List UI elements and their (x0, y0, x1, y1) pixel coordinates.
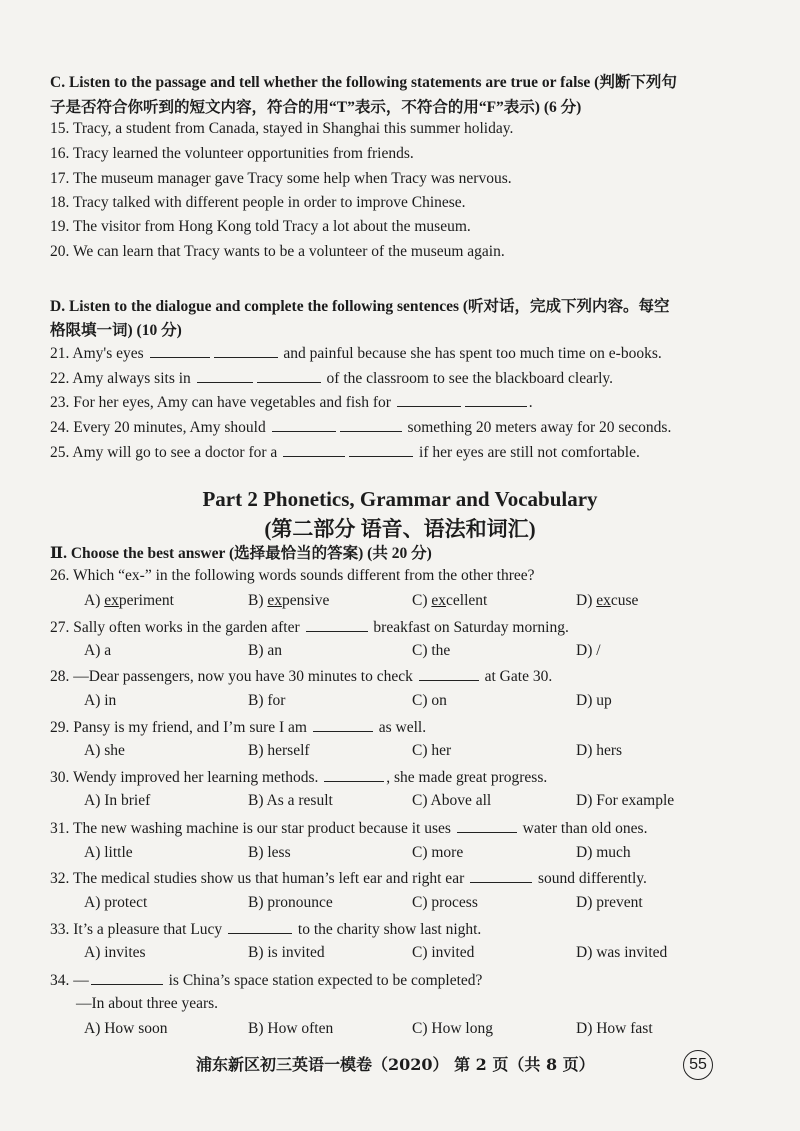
answer-blank[interactable] (228, 919, 292, 934)
option-c[interactable]: C) the (412, 642, 451, 659)
statement-17: 17. The museum manager gave Tracy some help when Tracy was nervous. (50, 170, 512, 187)
answer-blank[interactable] (349, 442, 413, 457)
section-d-heading-2: 格限填一词) (10 分) (50, 322, 182, 339)
option-d[interactable]: D) For example (576, 792, 675, 809)
question-24: 24. Every 20 minutes, Amy should something 20 meters away for 20 seconds. (50, 419, 672, 436)
question-34-stem: 34. — is China’s space station expected to be completed? (50, 972, 483, 989)
answer-blank[interactable] (150, 343, 210, 358)
option-a[interactable]: A) invites (84, 944, 146, 961)
statement-15: 15. Tracy, a student from Canada, stayed in Shanghai this summer holiday. (50, 120, 514, 137)
option-b[interactable]: B) As a result (248, 792, 333, 809)
question-28-stem: 28. —Dear passengers, now you have 30 minutes to check at Gate 30. (50, 668, 553, 685)
option-b[interactable]: B) herself (248, 742, 310, 759)
question-22: 22. Amy always sits in of the classroom to see the blackboard clearly. (50, 370, 614, 387)
option-b[interactable]: B) is invited (248, 944, 325, 961)
answer-blank[interactable] (197, 368, 253, 383)
page-footer: 浦东新区初三英语一模卷（2020） 第 2 页（共 8 页） (196, 1055, 595, 1074)
option-c[interactable]: C) on (412, 692, 447, 709)
answer-blank[interactable] (324, 767, 384, 782)
option-a[interactable]: A) How soon (84, 1020, 168, 1037)
answer-blank[interactable] (272, 417, 336, 432)
option-d[interactable]: D) up (576, 692, 612, 709)
option-d[interactable]: D) How fast (576, 1020, 653, 1037)
answer-blank[interactable] (470, 868, 532, 883)
section-c-heading-1: C. Listen to the passage and tell whether the following statements are true or false (判断下列句 (50, 74, 677, 91)
option-a[interactable]: A) In brief (84, 792, 151, 809)
section-ii-heading: Ⅱ. Choose the best answer (选择最恰当的答案) (共 20 分) (50, 545, 432, 562)
option-d[interactable]: D) hers (576, 742, 623, 759)
option-c[interactable]: C) excellent (412, 592, 488, 609)
part-2-title: Part 2 Phonetics, Grammar and Vocabulary (202, 487, 598, 511)
part-2-subtitle: (第二部分 语音、语法和词汇) (264, 517, 536, 541)
question-34-reply: —In about three years. (76, 995, 219, 1012)
question-21: 21. Amy's eyes and painful because she has spent too much time on e-books. (50, 345, 662, 362)
question-31-stem: 31. The new washing machine is our star product because it uses water than old ones. (50, 820, 648, 837)
option-b[interactable]: B) less (248, 844, 291, 861)
answer-blank[interactable] (340, 417, 402, 432)
statement-19: 19. The visitor from Hong Kong told Tracy a lot about the museum. (50, 218, 471, 235)
option-b[interactable]: B) How often (248, 1020, 334, 1037)
question-32-stem: 32. The medical studies show us that human’s left ear and right ear sound differently. (50, 870, 647, 887)
option-c[interactable]: C) process (412, 894, 478, 911)
answer-blank[interactable] (397, 392, 461, 407)
answer-blank[interactable] (313, 717, 373, 732)
answer-blank[interactable] (91, 970, 163, 985)
answer-blank[interactable] (419, 666, 479, 681)
option-a[interactable]: A) in (84, 692, 117, 709)
option-a[interactable]: A) a (84, 642, 112, 659)
question-27-stem: 27. Sally often works in the garden after breakfast on Saturday morning. (50, 619, 569, 636)
answer-blank[interactable] (457, 818, 517, 833)
statement-20: 20. We can learn that Tracy wants to be a volunteer of the museum again. (50, 243, 505, 260)
statement-18: 18. Tracy talked with different people in order to improve Chinese. (50, 194, 466, 211)
option-c[interactable]: C) Above all (412, 792, 492, 809)
question-23: 23. For her eyes, Amy can have vegetables and fish for . (50, 394, 533, 411)
option-d[interactable]: D) excuse (576, 592, 639, 609)
section-c-heading-2: 子是否符合你听到的短文内容，符合的用“T”表示，不符合的用“F”表示) (6 分) (50, 99, 582, 116)
option-d[interactable]: D) much (576, 844, 631, 861)
option-c[interactable]: C) How long (412, 1020, 493, 1037)
option-d[interactable]: D) was invited (576, 944, 668, 961)
option-d[interactable]: D) / (576, 642, 601, 659)
section-d-heading-1: D. Listen to the dialogue and complete the following sentences (听对话，完成下列内容。每空 (50, 298, 670, 315)
answer-blank[interactable] (214, 343, 278, 358)
option-a[interactable]: A) little (84, 844, 133, 861)
statement-16: 16. Tracy learned the volunteer opportunities from friends. (50, 145, 414, 162)
option-c[interactable]: C) her (412, 742, 452, 759)
question-33-stem: 33. It’s a pleasure that Lucy to the charity show last night. (50, 921, 482, 938)
option-a[interactable]: A) experiment (84, 592, 174, 609)
answer-blank[interactable] (306, 617, 368, 632)
question-29-stem: 29. Pansy is my friend, and I’m sure I am as well. (50, 719, 427, 736)
option-c[interactable]: C) invited (412, 944, 475, 961)
option-b[interactable]: B) for (248, 692, 286, 709)
option-a[interactable]: A) protect (84, 894, 148, 911)
question-30-stem: 30. Wendy improved her learning methods. , she made great progress. (50, 769, 548, 786)
option-a[interactable]: A) she (84, 742, 125, 759)
question-26-stem: 26. Which “ex-” in the following words sounds different from the other three? (50, 567, 535, 584)
option-c[interactable]: C) more (412, 844, 464, 861)
option-b[interactable]: B) an (248, 642, 283, 659)
answer-blank[interactable] (257, 368, 321, 383)
option-b[interactable]: B) pronounce (248, 894, 333, 911)
answer-blank[interactable] (465, 392, 527, 407)
page-number-badge: 55 (683, 1050, 713, 1080)
answer-blank[interactable] (283, 442, 345, 457)
option-b[interactable]: B) expensive (248, 592, 330, 609)
option-d[interactable]: D) prevent (576, 894, 643, 911)
question-25: 25. Amy will go to see a doctor for a if her eyes are still not comfortable. (50, 444, 640, 461)
